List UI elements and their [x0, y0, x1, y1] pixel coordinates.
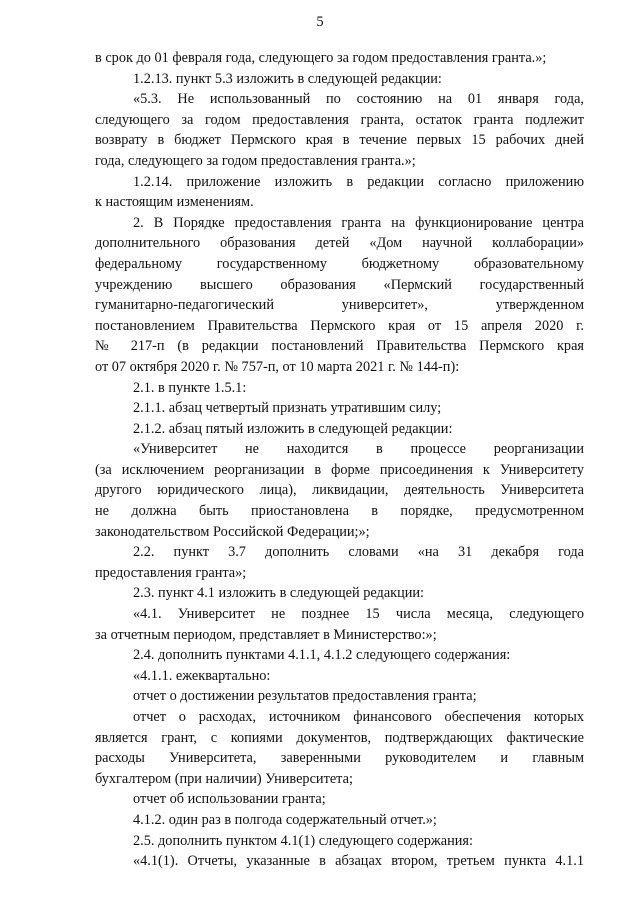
text-line: предоставления гранта»;	[95, 564, 247, 581]
text-line: отчет о достижении результатов предоставления гранта;	[133, 688, 477, 705]
document-body	[95, 48, 584, 872]
text-line: «4.1. Университет не позднее 15 числа месяца, следующего	[133, 606, 584, 623]
text-line: бухгалтером (при наличии) Университета;	[95, 770, 353, 787]
text-line: отчет об использовании гранта;	[133, 791, 326, 808]
text-line: другого юридического лица), ликвидации, деятельность Университета	[95, 482, 584, 499]
text-line: 2. В Порядке предоставления гранта на функционирование центра	[133, 214, 584, 231]
text-line: 2.1.1. абзац четвертый признать утратившим силу;	[133, 400, 442, 417]
text-line: 4.1.2. один раз в полгода содержательный отчет.»;	[133, 811, 437, 828]
text-line: в срок до 01 февраля года, следующего за годом предоставления гранта.»;	[95, 50, 547, 66]
text-line: 2.1.2. абзац пятый изложить в следующей редакции:	[133, 420, 453, 437]
text-line: «4.1(1). Отчеты, указанные в абзацах втором, третьем пункта 4.1.1	[133, 853, 584, 870]
text-line: следующего за годом предоставления гранта, остаток гранта подлежит	[95, 111, 584, 128]
text-line: является грант, с копиями документов, подтверждающих фактические	[95, 729, 584, 746]
text-line: не должна быть приостановлена в порядке, предусмотренном	[95, 503, 584, 520]
text-line: 2.1. в пункте 1.5.1:	[133, 379, 247, 396]
text-line: «4.1.1. ежеквартально:	[133, 667, 271, 684]
text-line: 2.2. пункт 3.7 дополнить словами «на 31 декабря года	[133, 544, 584, 561]
text-line: 2.5. дополнить пунктом 4.1(1) следующего содержания:	[133, 832, 473, 849]
text-line: 2.4. дополнить пунктами 4.1.1, 4.1.2 следующего содержания:	[133, 647, 511, 664]
text-line: от 07 октября 2020 г. № 757-п, от 10 марта 2021 г. № 144-п):	[95, 358, 460, 375]
text-line: отчет о расходах, источником финансового обеспечения которых	[133, 709, 584, 725]
text-line: 1.2.14. приложение изложить в редакции согласно приложению	[133, 173, 584, 190]
text-line: дополнительного образования детей «Дом научной коллаборации»	[95, 235, 584, 252]
text-line: гуманитарно-педагогический университет», утвержденном	[95, 297, 584, 314]
text-line: за отчетным периодом, представляет в Министерство:»;	[95, 626, 437, 643]
text-line: постановлением Правительства Пермского края от 15 апреля 2020 г.	[95, 317, 584, 334]
text-line: 1.2.13. пункт 5.3 изложить в следующей редакции:	[133, 70, 442, 87]
text-line: законодательством Российской Федерации;»;	[95, 523, 370, 540]
text-line: к настоящим изменениям.	[95, 194, 254, 211]
page-number: 5	[316, 14, 324, 30]
text-line: учреждению высшего образования «Пермский государственный	[95, 276, 584, 293]
text-line: расходы Университета, заверенными руководителем и главным	[95, 750, 584, 767]
text-line: года, следующего за годом предоставления гранта.»;	[95, 152, 416, 169]
text-line: возврату в бюджет Пермского края в течение первых 15 рабочих дней	[95, 132, 584, 149]
text-line: «Университет не находится в процессе реорганизации	[133, 441, 584, 458]
text-line: «5.3. Не использованный по состоянию на 01 января года,	[133, 91, 584, 108]
text-line: № 217-п (в редакции постановлений Правительства Пермского края	[95, 338, 584, 355]
text-line: (за исключением реорганизации в форме присоединения к Университету	[95, 461, 584, 478]
text-line: федеральному государственному бюджетному образовательному	[95, 255, 584, 272]
text-line: 2.3. пункт 4.1 изложить в следующей редакции:	[133, 585, 425, 602]
